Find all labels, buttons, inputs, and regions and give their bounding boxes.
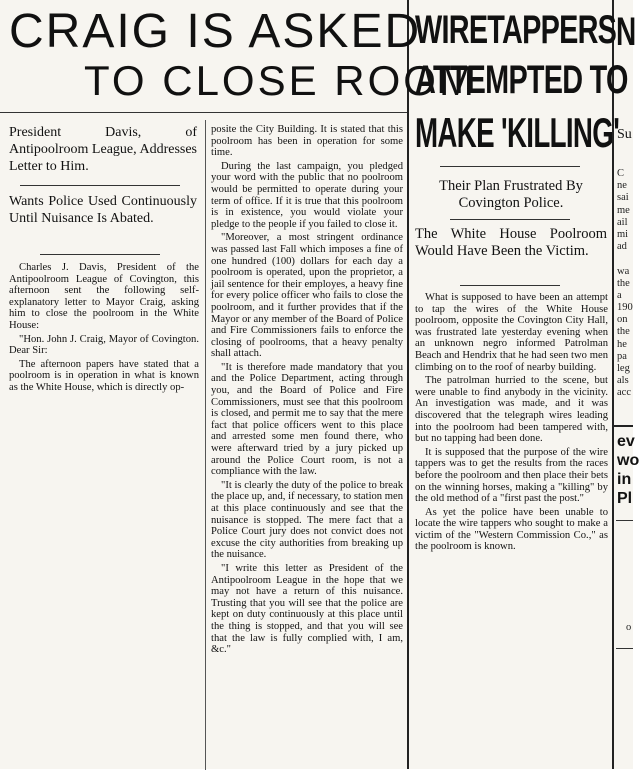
wiretappers-para: It is supposed that the purpose of the wire tappers was to get the results from the races before the poolroom and then place their bets on the winning horses, making a "killing" by the old method of a "first past the post."	[415, 446, 608, 505]
column-rule-left	[407, 0, 409, 769]
right-fragment-divider	[614, 425, 633, 427]
wiretappers-body	[415, 292, 608, 555]
fragment-head-line: wo	[617, 452, 639, 469]
wiretappers-headline-line1: WIRETAPPERS	[415, 8, 617, 52]
column-rule-inner	[205, 120, 206, 770]
wiretappers-para: As yet the police have been unable to locate the wire tappers who sought to make a victim of the "Western Commission Co.," as the poolroom is known.	[415, 506, 608, 553]
fragment-head-line: ev	[617, 433, 635, 450]
craig-body-col2	[211, 124, 403, 658]
fragment-line: leg	[617, 363, 630, 374]
fragment-line: mi	[617, 228, 629, 240]
wiretappers-para: The patrolman hurried to the scene, but were unable to find anybody in the vicinity. An investigation was made, and it was discovered that the telegraph wires leading into the poolroom had been tampered with, but no tapping had been done.	[415, 375, 608, 445]
craig-deck-2: Wants Police Used Continuously Until Nuisance Is Abated.	[9, 194, 197, 226]
fragment-line: sai	[617, 192, 629, 204]
wiretappers-deck-divider	[450, 219, 570, 220]
fragment-line: wa	[617, 265, 630, 277]
fragment-line: 190	[617, 302, 633, 314]
fragment-line: als	[617, 375, 629, 387]
craig-headline-line1: CRAIG IS ASKED	[9, 5, 422, 58]
fragment-head-line: Pl	[617, 490, 633, 507]
fragment-line: ail	[617, 216, 628, 228]
right-fragment-divider-3	[616, 648, 633, 649]
wiretappers-headline-line2: ATTEMPTED TO	[415, 58, 628, 102]
craig-body-divider	[40, 254, 160, 255]
wiretappers-para: What is supposed to have been an attempt to tap the wires of the White House poolroom, opposite the Covington City Hall, was frustrated late yesterday evening when an unknown negro informed Patrolman Beach and Hendrix that he had seen two men climbing on to the roof of nearby building.	[415, 292, 608, 373]
fragment-line: a	[617, 289, 622, 301]
fragment-line: acc	[617, 387, 631, 399]
wiretappers-body-divider	[460, 285, 560, 286]
fragment-line	[617, 253, 633, 265]
craig-para: "It is therefore made mandatory that you and the Police Department, acting through you, and the Board of Police and Fire Commissioners, must see that this poolroom is closed, and permit me to say that the mere fact that police officers went to this place and arrested some men found there, who were afterward tried by a jury picked up around the Police Court room, is not a compliance with the law.	[211, 361, 403, 478]
right-fragment-body	[617, 168, 633, 400]
fragment-line: the	[617, 277, 630, 289]
craig-deck-1: President Davis, of Antipoolroom League, Addresses Letter to Him.	[9, 125, 197, 174]
fragment-line: C	[617, 168, 625, 179]
wiretappers-headline-underline	[440, 166, 580, 167]
right-fragment-deck: Su	[617, 127, 632, 142]
fragment-line: ne	[617, 180, 627, 192]
craig-para: Charles J. Davis, President of the Antipoolroom League of Covington, this afternoon sent the following self-explanatory letter to Mayor Craig, asking him to close the poolroom in the White House:	[9, 262, 199, 331]
wiretappers-deck-2: The White House Poolroom Would Have Been the Victim.	[415, 226, 607, 259]
fragment-line: the	[617, 326, 630, 338]
craig-headline-line2: TO CLOSE ROOM	[84, 57, 477, 104]
craig-para: posite the City Building. It is stated that this poolroom has been in operation for some time.	[211, 124, 403, 159]
fragment-line: ad	[617, 241, 627, 253]
right-fragment-headline: N	[616, 10, 637, 54]
craig-para: "Moreover, a most stringent ordinance was passed last Fall which imposes a fine of one hundred (100) dollars for each day a poolroom is operated, upon the proprietor, a jail sentence for their employes, a heavy fine for every police officer who fails to close the poolroom, and it further provides that if the Mayor or any member of the Board of Police and Fire Commissioners fails to enforce the closing of poolrooms, that a heavy penalty shall attach.	[211, 232, 403, 360]
wiretappers-deck-1: Their Plan Frustrated By Covington Police.	[439, 178, 583, 211]
right-fragment-heads	[617, 432, 639, 508]
craig-para: The afternoon papers have stated that a poolroom is in operation in what is known as the White House, which is directly op-	[9, 358, 199, 393]
craig-para: "Hon. John J. Craig, Mayor of Covington. Dear Sir:	[9, 333, 199, 357]
fragment-line: he	[617, 338, 627, 350]
craig-para: "It is clearly the duty of the police to break the place up, and, if necessary, to station men at this place continuously and see that the nuisance is stopped. The mere fact that a Police Court jury does not convict does not excuse the city authorities from breaking up the nuisance.	[211, 479, 403, 561]
craig-deck-divider	[20, 185, 180, 186]
fragment-line: pa	[617, 350, 627, 362]
craig-para: "I write this letter as President of the Antipoolroom League in the hope that we may not have a return of this nuisance. Trusting that you will see that the police are kept on duty continuously at this place until the thing is stopped, and that you will see that the law is fully complied with, I am, &c."	[211, 562, 403, 656]
headline-underline-left	[0, 112, 407, 113]
craig-body-col1	[9, 262, 199, 396]
wiretappers-headline-line3: MAKE 'KILLING'	[415, 109, 620, 156]
fragment-line: me	[617, 204, 630, 216]
right-fragment-divider-2	[616, 520, 633, 521]
right-fragment-bottom: o	[626, 622, 632, 633]
craig-para: During the last campaign, you pledged your word with the public that no poolroom would be permitted to operate during your term of office. If it is true that this poolroom is in existence, you would violate your pledge to the people if you failed to close it.	[211, 160, 403, 230]
fragment-head-line: in	[617, 471, 632, 488]
fragment-line: on	[617, 314, 628, 326]
